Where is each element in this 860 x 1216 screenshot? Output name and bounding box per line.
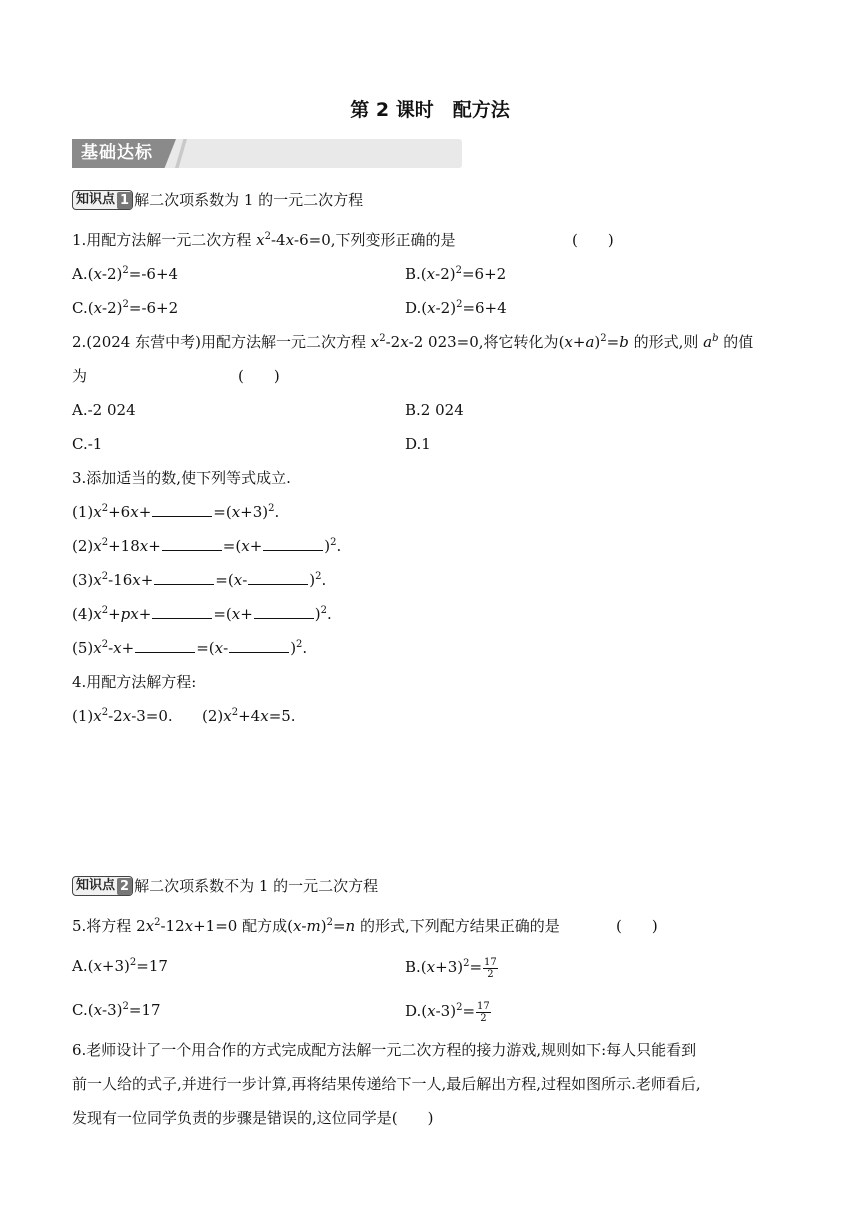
page-title: 第 2 课时 配方法 <box>350 99 510 121</box>
question-2-option-d: D.1 <box>405 435 431 453</box>
fill-blank[interactable] <box>152 502 212 517</box>
question-2-option-b: B.2 024 <box>405 401 464 419</box>
question-2-option-c: C.-1 <box>72 435 103 453</box>
question-3-part-1: $(1)x^2+6x+ =(x+3)^2$. <box>72 503 280 521</box>
question-5-answer-paren: ( ) <box>616 917 658 935</box>
question-3-part-4: $(4)x^2+px+ =(x+ )^2$. <box>72 605 332 623</box>
question-5-stem: 5.将方程 $2x^2-12x+1=0$ 配方成$(x-m)^2=n$ 的形式,下列配方结果正确的是 <box>72 917 560 935</box>
fill-blank[interactable] <box>229 638 289 653</box>
fill-blank[interactable] <box>254 604 314 619</box>
question-2-option-a: A.-2 024 <box>72 401 136 419</box>
fill-blank[interactable] <box>152 604 212 619</box>
question-2-answer-paren: ( ) <box>238 367 280 385</box>
question-6-line-3: 发现有一位同学负责的步骤是错误的,这位同学是( ) <box>72 1109 434 1127</box>
question-3-part-3: $(3)x^2-16x+ =(x-$ )$^2$. <box>72 571 327 589</box>
question-5-option-c: $C.(x-3)^2=17$ <box>72 1001 161 1019</box>
fill-blank[interactable] <box>162 536 222 551</box>
question-5-option-d: $D.(x-3)^2=$ $\frac{17}{2}$ <box>405 1000 490 1024</box>
fraction: $\frac{17}{2}$ <box>484 956 497 980</box>
question-1-option-a: $A.(x-2)^2=-6+4$ <box>72 265 179 283</box>
fill-blank[interactable] <box>263 536 323 551</box>
question-1-option-c: $C.(x-2)^2=-6+2$ <box>72 299 179 317</box>
question-2-stem: 2.(2024 东营中考)用配方法解一元二次方程 $x^2-2x-2$ 023=0,将它转化为$(x+a)^2=b$ 的形式,则 $a^b$ 的值 <box>72 333 754 351</box>
question-5-option-b: $B.(x+3)^2=$ $\frac{17}{2}$ <box>405 956 497 980</box>
fill-blank[interactable] <box>135 638 195 653</box>
question-6-line-1: 6.老师设计了一个用合作的方式完成配方法解一元二次方程的接力游戏,规则如下:每人只能看到 <box>72 1041 697 1059</box>
fraction: $\frac{17}{2}$ <box>477 1000 490 1024</box>
question-1-answer-paren: ( ) <box>572 231 614 249</box>
question-3-part-2: $(2)x^2+18x+ =(x+ )^2$. <box>72 537 342 555</box>
question-4-part-1: $(1)x^2-2x-3=0$. <box>72 707 173 725</box>
question-4-stem: 4.用配方法解方程: <box>72 673 197 691</box>
section-banner <box>72 139 462 168</box>
fill-blank[interactable] <box>248 570 308 585</box>
knowledge-point-badge: 知识点 1 <box>72 190 133 210</box>
knowledge-point-badge: 知识点 2 <box>72 876 133 896</box>
knowledge-point-title: 解二次项系数不为 1 的一元二次方程 <box>134 877 379 895</box>
fill-blank[interactable] <box>154 570 214 585</box>
question-6-line-2: 前一人给的式子,并进行一步计算,再将结果传递给下一人,最后解出方程,过程如图所示.老师看后, <box>72 1075 701 1093</box>
question-3-stem: 3.添加适当的数,使下列等式成立. <box>72 469 291 487</box>
question-1-option-d: $D.(x-2)^2=6+4$ <box>405 299 507 317</box>
knowledge-point-1 <box>72 190 363 210</box>
question-1-option-b: $B.(x-2)^2=6+2$ <box>405 265 507 283</box>
knowledge-point-title: 解二次项系数为 1 的一元二次方程 <box>134 191 364 209</box>
question-5-option-a: $A.(x+3)^2=17$ <box>72 957 168 975</box>
question-1-stem: 1.用配方法解一元二次方程 $x^2-4x-6=0$,下列变形正确的是 <box>72 231 456 249</box>
question-2-stem-line2: 为 <box>72 367 88 385</box>
question-4-part-2: $(2)x^2+4x=5$. <box>202 707 296 725</box>
section-banner-label: 基础达标 <box>81 143 153 163</box>
knowledge-point-2 <box>72 876 378 896</box>
question-3-part-5: $(5)x^2-x+ =(x-$ )$^2$. <box>72 639 308 657</box>
